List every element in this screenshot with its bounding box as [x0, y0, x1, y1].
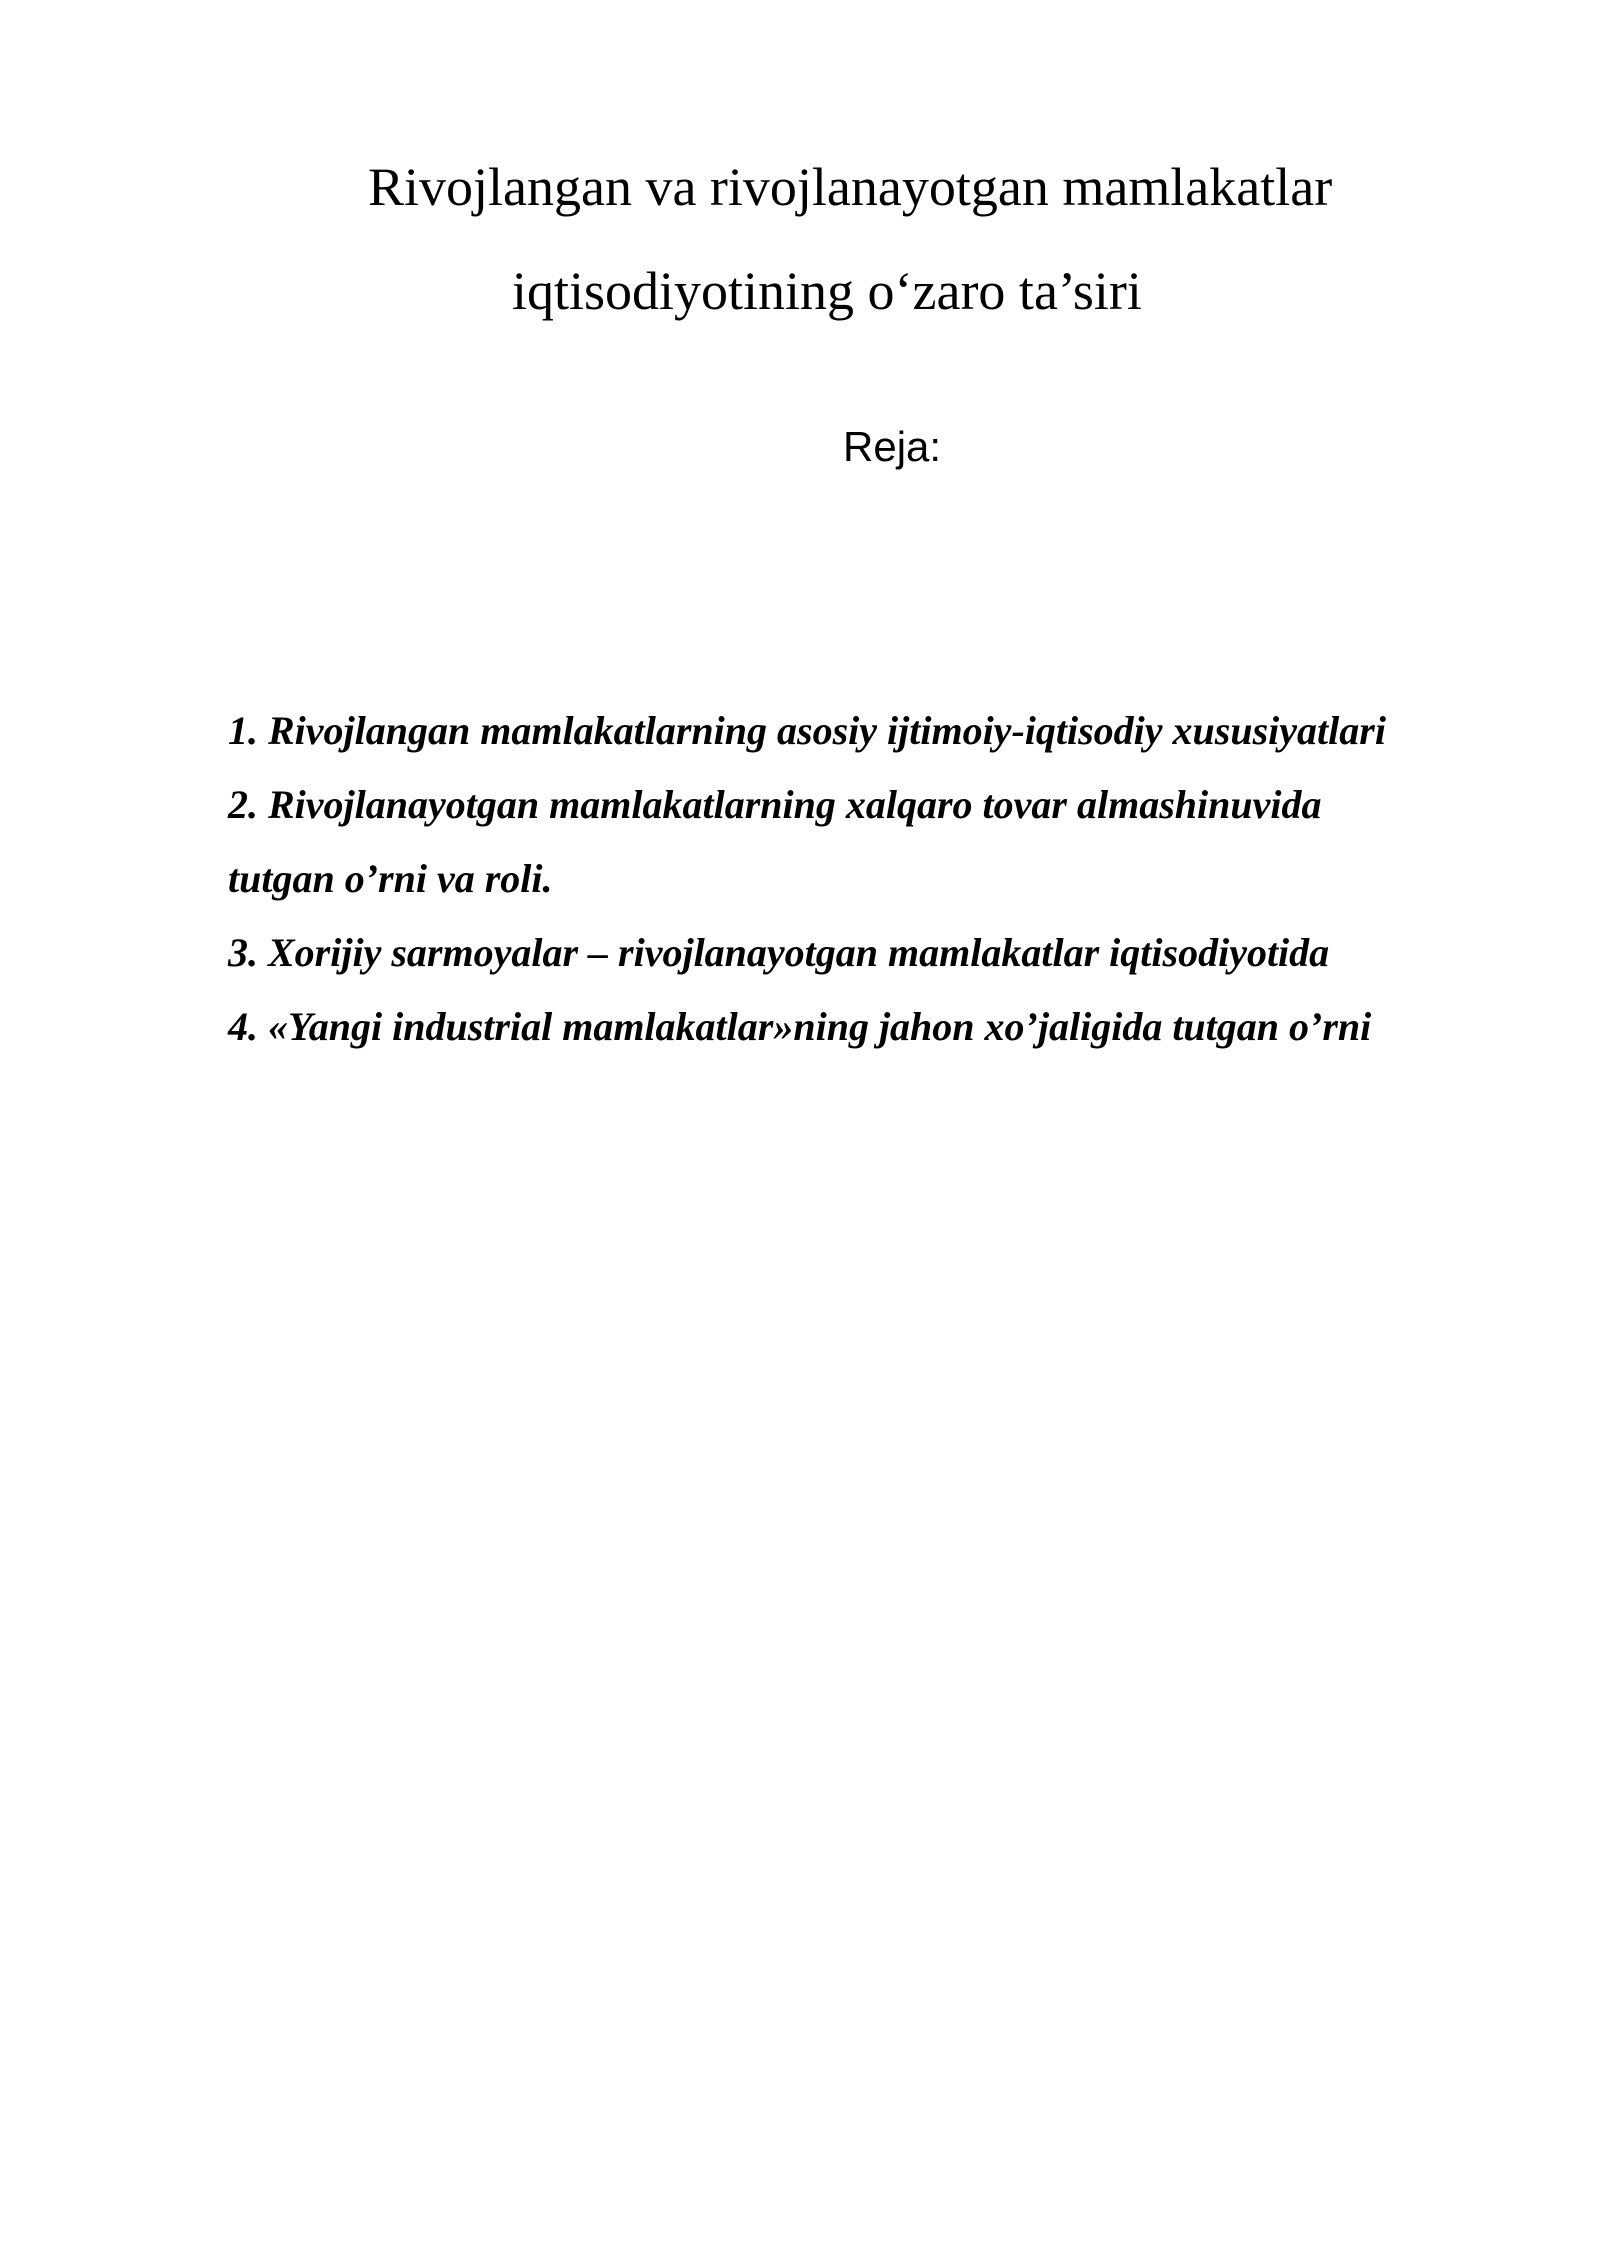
plan-list: [228, 694, 1528, 1064]
document-title-line-2: iqtisodiyotining o‘zaro ta’siri: [512, 261, 1142, 321]
plan-item-4: 4. «Yangi industrial mamlakatlar»ning jahon xo’jaligida tutgan o’rni: [228, 1004, 1372, 1049]
plan-heading: Reja:: [843, 423, 942, 470]
plan-item-3: 3. Xorijiy sarmoyalar – rivojlanayotgan mamlakatlar iqtisodiyotida: [228, 930, 1330, 975]
document-title-line-1: Rivojlangan va rivojlanayotgan mamlakatlar: [368, 157, 1333, 217]
plan-item-1: 1. Rivojlangan mamlakatlarning asosiy ijtimoiy-iqtisodiy xususiyatlari: [228, 708, 1386, 753]
plan-item-2: 2. Rivojlanayotgan mamlakatlarning xalqaro tovar almashinuvida: [228, 782, 1322, 827]
plan-item-2-continuation: tutgan o’rni va roli.: [228, 856, 553, 901]
